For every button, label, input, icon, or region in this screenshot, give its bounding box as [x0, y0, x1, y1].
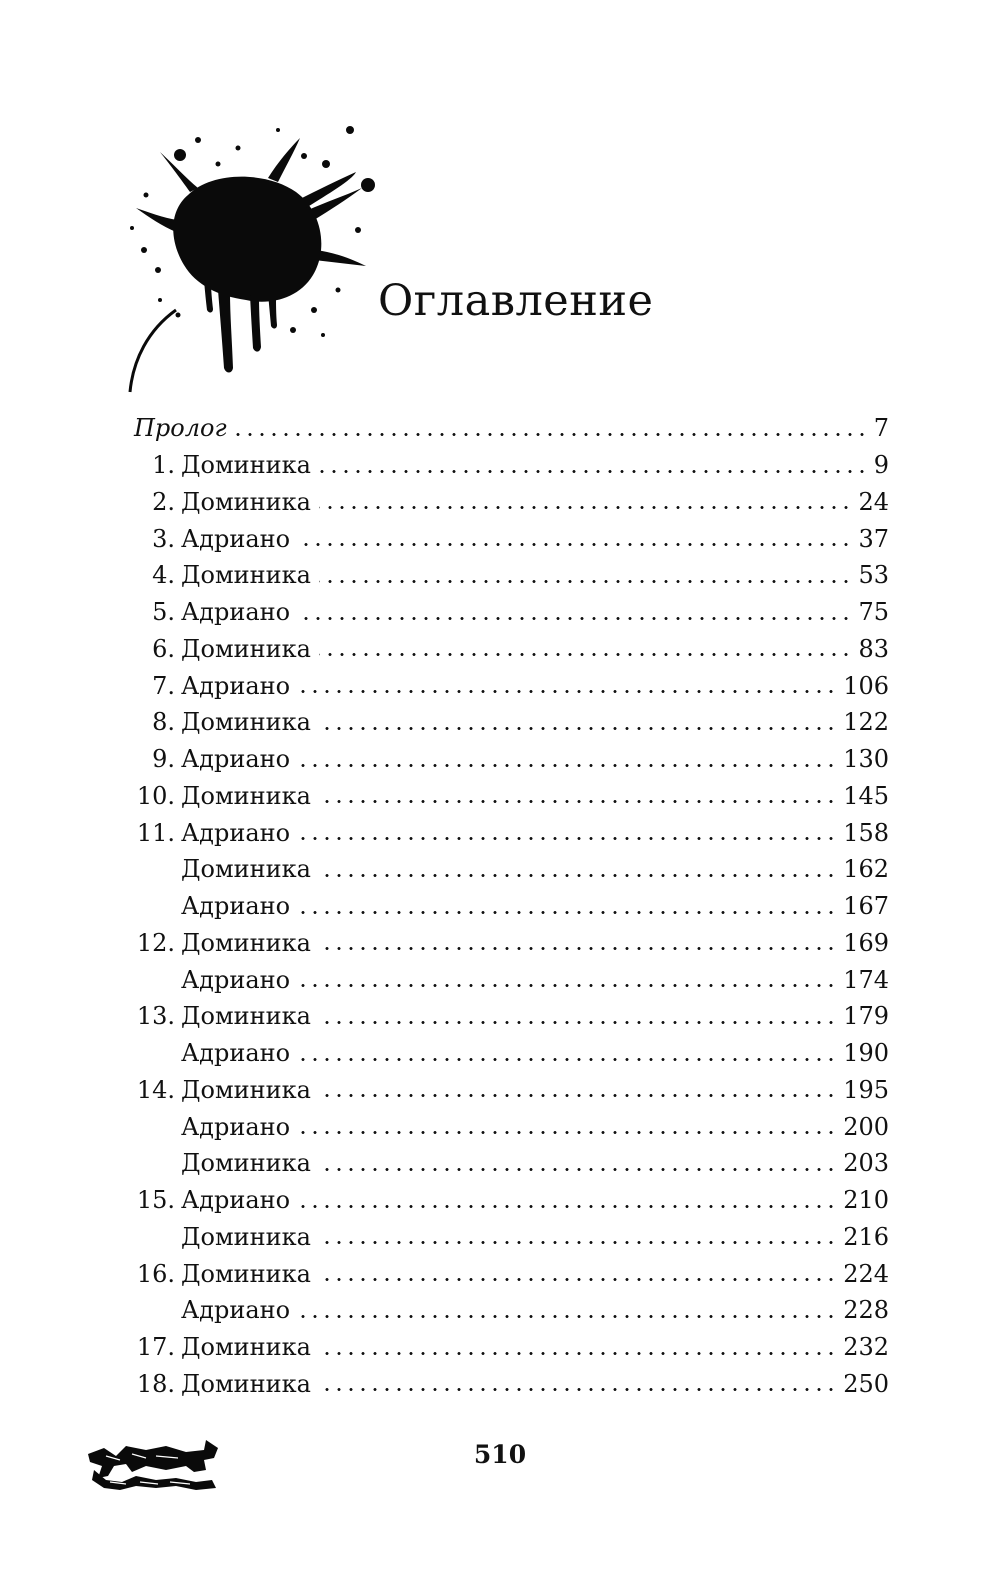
- toc-entry-page: 169: [839, 929, 889, 957]
- toc-entry-title: Адриано: [181, 598, 291, 627]
- dot-leader: [298, 1315, 837, 1318]
- toc-entry-number: 17.: [136, 1333, 175, 1362]
- toc-entry-number: 2.: [152, 487, 175, 516]
- toc-entry: [134, 888, 891, 925]
- toc-entry-number: 15.: [136, 1186, 175, 1215]
- toc-entry-title: Пролог: [134, 414, 227, 443]
- toc-entry-page: 24: [854, 488, 889, 516]
- toc-entry-page: 174: [839, 966, 889, 994]
- toc-entry-page: 75: [854, 598, 889, 626]
- toc-entry: [134, 484, 891, 521]
- toc-entry-page: 195: [839, 1076, 889, 1104]
- toc-entry-title: Адриано: [181, 1186, 291, 1215]
- toc-entry-page: 106: [839, 672, 889, 700]
- toc-entry-page: 167: [839, 892, 889, 920]
- toc-entry-number: 11.: [136, 818, 175, 847]
- toc-entry: [134, 631, 891, 668]
- toc-entry: [134, 1366, 891, 1403]
- toc-entry-page: 250: [839, 1370, 889, 1398]
- dot-leader: [298, 764, 837, 767]
- toc-entry-title: Доминика: [181, 1075, 311, 1104]
- dot-leader: [319, 800, 837, 803]
- toc-entry-number: 16.: [136, 1259, 175, 1288]
- toc-entry-title: Доминика: [181, 928, 311, 957]
- toc-entry: [134, 410, 891, 447]
- toc-entry-title: Доминика: [181, 855, 311, 884]
- dot-leader: [319, 1388, 837, 1391]
- toc-entry-title: Адриано: [181, 1112, 291, 1141]
- dot-leader: [319, 653, 852, 656]
- toc-entry-title: Доминика: [181, 1149, 311, 1178]
- toc-entry: [134, 557, 891, 594]
- dot-leader: [298, 984, 837, 987]
- toc-entry-page: 210: [839, 1186, 889, 1214]
- toc-entry-title: Доминика: [181, 708, 311, 737]
- toc-entry-title: Адриано: [181, 1296, 291, 1325]
- toc-entry-title: Адриано: [181, 745, 291, 774]
- toc-entry: [134, 594, 891, 631]
- toc-entry-title: Доминика: [181, 1222, 311, 1251]
- toc-entry: [134, 961, 891, 998]
- toc-entry-title: Адриано: [181, 892, 291, 921]
- toc-entry: [134, 520, 891, 557]
- table-of-contents: [134, 410, 891, 1402]
- page-number: 510: [473, 1440, 527, 1469]
- dot-leader: [319, 580, 852, 583]
- toc-entry: [134, 447, 891, 484]
- toc-entry: [134, 1145, 891, 1182]
- toc-entry-number: 18.: [136, 1369, 175, 1398]
- toc-entry-title: Адриано: [181, 1039, 291, 1068]
- toc-entry-title: Доминика: [181, 451, 311, 480]
- toc-entry-page: 200: [839, 1113, 889, 1141]
- toc-entry-title: Доминика: [181, 634, 311, 663]
- toc-entry-page: 37: [854, 525, 889, 553]
- dot-leader: [319, 874, 837, 877]
- dot-leader: [319, 1241, 837, 1244]
- dot-leader: [298, 617, 852, 620]
- dot-leader: [319, 1352, 837, 1355]
- dot-leader: [298, 1205, 837, 1208]
- toc-entry-title: Адриано: [181, 965, 291, 994]
- toc-entry: [134, 1072, 891, 1109]
- toc-entry-title: Адриано: [181, 524, 291, 553]
- toc-entry: [134, 704, 891, 741]
- toc-entry-number: 14.: [136, 1075, 175, 1104]
- toc-entry-page: 83: [854, 635, 889, 663]
- dot-leader: [298, 690, 837, 693]
- toc-entry-title: Доминика: [181, 1259, 311, 1288]
- dot-leader: [319, 1168, 837, 1171]
- dot-leader: [319, 506, 852, 509]
- toc-entry-number: 13.: [136, 1002, 175, 1031]
- toc-entry-number: 4.: [152, 561, 175, 590]
- dot-leader: [319, 947, 837, 950]
- toc-entry: [134, 1219, 891, 1256]
- toc-entry: [134, 1182, 891, 1219]
- toc-entry-title: Доминика: [181, 1369, 311, 1398]
- dot-leader: [319, 1278, 837, 1281]
- dot-leader: [319, 1094, 837, 1097]
- toc-entry-number: 8.: [152, 708, 175, 737]
- toc-entry-page: 9: [870, 451, 889, 479]
- toc-entry-title: Доминика: [181, 1002, 311, 1031]
- dot-leader: [298, 1131, 837, 1134]
- toc-entry-number: 10.: [136, 781, 175, 810]
- toc-entry-page: 232: [839, 1333, 889, 1361]
- toc-entry-page: 7: [870, 414, 889, 442]
- toc-entry-number: 6.: [152, 634, 175, 663]
- toc-entry-title: Адриано: [181, 671, 291, 700]
- toc-entry-page: 224: [839, 1260, 889, 1288]
- dot-leader: [298, 543, 852, 546]
- toc-entry: [134, 925, 891, 962]
- toc-entry-title: Доминика: [181, 1333, 311, 1362]
- toc-entry-title: Доминика: [181, 561, 311, 590]
- toc-entry: [134, 851, 891, 888]
- toc-entry: [134, 667, 891, 704]
- toc-entry-title: Адриано: [181, 818, 291, 847]
- dot-leader: [235, 433, 868, 436]
- toc-entry-title: Доминика: [181, 781, 311, 810]
- dot-leader: [298, 1058, 837, 1061]
- toc-entry: [134, 1292, 891, 1329]
- toc-entry-page: 158: [839, 819, 889, 847]
- toc-entry: [134, 998, 891, 1035]
- toc-entry-number: 1.: [152, 451, 175, 480]
- dot-leader: [319, 470, 868, 473]
- toc-entry: [134, 741, 891, 778]
- toc-entry-page: 145: [839, 782, 889, 810]
- toc-entry: [134, 1329, 891, 1366]
- page-title: Оглавление: [378, 276, 654, 326]
- dot-leader: [319, 1021, 837, 1024]
- toc-entry: [134, 1108, 891, 1145]
- toc-entry: [134, 778, 891, 815]
- toc-entry-page: 179: [839, 1002, 889, 1030]
- toc-entry-page: 130: [839, 745, 889, 773]
- toc-entry-page: 122: [839, 708, 889, 736]
- toc-entry-number: 9.: [152, 745, 175, 774]
- toc-entry-number: 12.: [136, 928, 175, 957]
- dot-leader: [298, 837, 837, 840]
- toc-entry: [134, 814, 891, 851]
- toc-entry-page: 216: [839, 1223, 889, 1251]
- toc-entry: [134, 1035, 891, 1072]
- dot-leader: [319, 727, 837, 730]
- toc-entry-title: Доминика: [181, 487, 311, 516]
- toc-entry-number: 5.: [152, 598, 175, 627]
- toc-entry-page: 203: [839, 1149, 889, 1177]
- toc-entry-number: 3.: [152, 524, 175, 553]
- toc-entry-page: 162: [839, 855, 889, 883]
- toc-entry-page: 53: [854, 561, 889, 589]
- toc-entry: [134, 1255, 891, 1292]
- toc-entry-page: 190: [839, 1039, 889, 1067]
- dot-leader: [298, 911, 837, 914]
- toc-entry-number: 7.: [152, 671, 175, 700]
- ink-splatter-icon: [118, 100, 380, 395]
- toc-entry-page: 228: [839, 1296, 889, 1324]
